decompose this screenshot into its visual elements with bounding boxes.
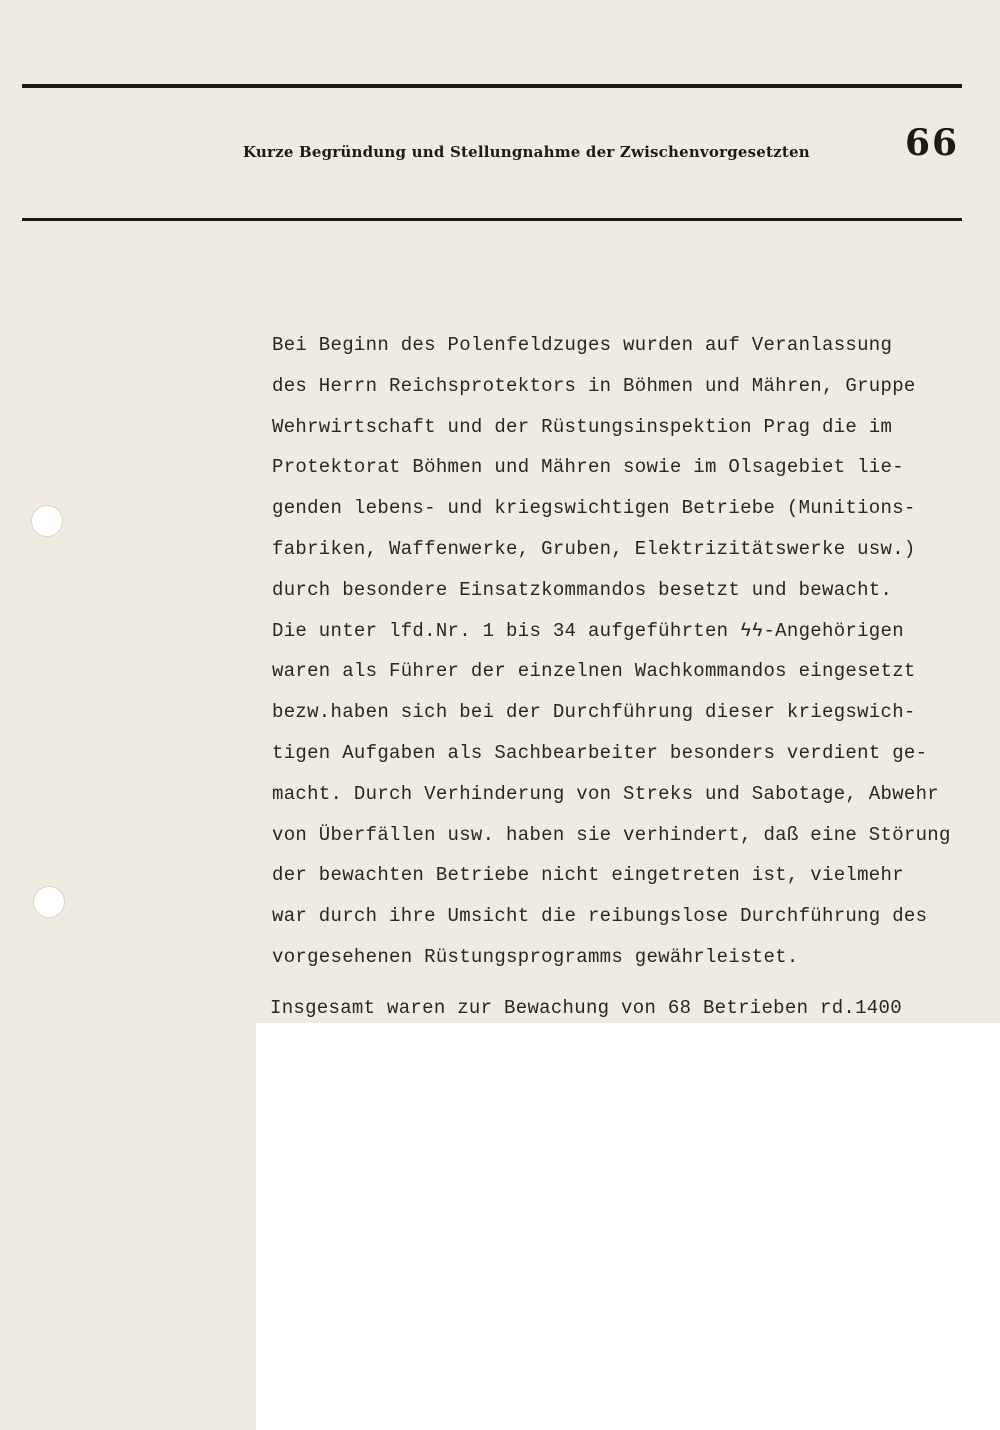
text-line: genden lebens- und kriegswichtigen Betriebe (Munitions- (272, 497, 916, 520)
header-bottom-rule (22, 218, 962, 221)
text-line: war durch ihre Umsicht die reibungslose Durchführung des (272, 905, 928, 928)
text-line: vorgesehenen Rüstungsprogramms gewährleistet. (272, 945, 799, 968)
text-line: fabriken, Waffenwerke, Gruben, Elektrizitätswerke usw.) (272, 537, 916, 560)
text-line: durch besondere Einsatzkommandos besetzt und bewacht. (272, 578, 893, 601)
text-line: bezw.haben sich bei der Durchführung dieser kriegswich- (272, 701, 916, 724)
blank-region (256, 1023, 1000, 1430)
page-number: 66 (905, 122, 960, 164)
form-section-title: Kurze Begründung und Stellungnahme der Zwischenvorgesetzten (243, 143, 810, 161)
text-line: Protektorat Böhmen und Mähren sowie im Olsagebiet lie- (272, 456, 904, 479)
text-line: Wehrwirtschaft und der Rüstungsinspektion Prag die im (272, 415, 893, 438)
header-top-rule (22, 84, 962, 88)
text-line: tigen Aufgaben als Sachbearbeiter besonders verdient ge- (272, 741, 928, 764)
text-line: der bewachten Betriebe nicht eingetreten ist, vielmehr (272, 864, 904, 887)
text-line: des Herrn Reichsprotektors in Böhmen und Mähren, Gruppe (272, 374, 916, 397)
text-line: Bei Beginn des Polenfeldzuges wurden auf Veranlassung (272, 334, 893, 356)
text-line: Die unter lfd.Nr. 1 bis 34 aufgeführten ϟϟ-Angehörigen (272, 619, 904, 642)
text-line: von Überfällen usw. haben sie verhindert, daß eine Störung (272, 823, 951, 846)
text-line-continued: Insgesamt waren zur Bewachung von 68 Betrieben rd.1400 (270, 997, 902, 1019)
typed-paragraph (272, 330, 997, 983)
text-line: waren als Führer der einzelnen Wachkommandos eingesetzt (272, 660, 916, 683)
punch-hole (33, 886, 65, 918)
punch-hole (31, 505, 63, 537)
text-line: macht. Durch Verhinderung von Streks und Sabotage, Abwehr (272, 782, 940, 805)
